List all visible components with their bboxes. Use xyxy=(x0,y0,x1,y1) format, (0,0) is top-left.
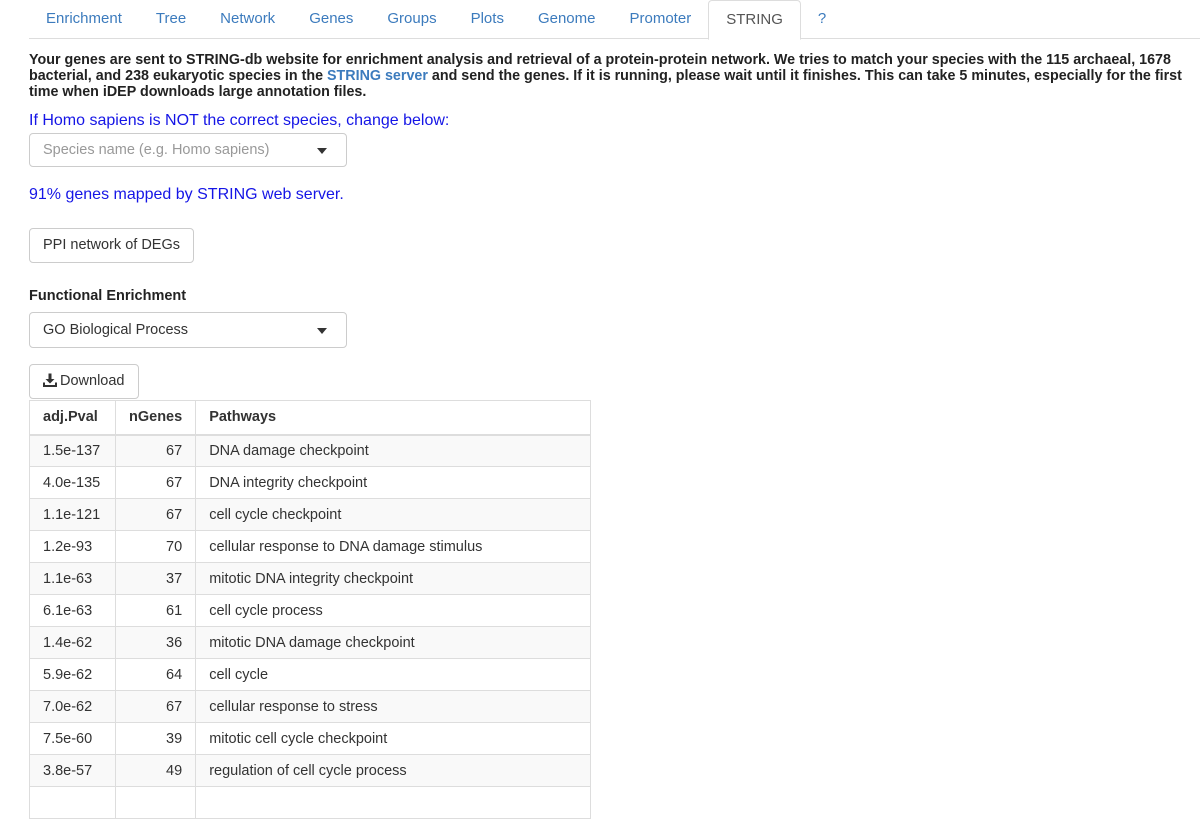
table-row xyxy=(30,435,591,467)
pathway-cell: cellular response to DNA damage stimulus xyxy=(196,531,591,563)
pathway-cell: regulation of cell cycle process xyxy=(196,755,591,787)
ngenes-cell: 39 xyxy=(116,723,196,755)
column-header[interactable]: adj.Pval xyxy=(30,401,116,435)
tab-bar xyxy=(29,0,1200,39)
ngenes-cell: 67 xyxy=(116,691,196,723)
ngenes-cell: 61 xyxy=(116,595,196,627)
download-label: Download xyxy=(60,373,125,389)
pathway-cell: cellular response to stress xyxy=(196,691,591,723)
ngenes-cell: 67 xyxy=(116,435,196,467)
ngenes-cell: 67 xyxy=(116,467,196,499)
pval-cell: 1.1e-63 xyxy=(30,563,116,595)
table-row xyxy=(30,787,591,819)
table-row xyxy=(30,691,591,723)
intro-text-part2: and send the genes. If it is running, please wait until it finishes. This can take 5 minutes, especially for the first time when iDEP downloads large annotation files. xyxy=(29,68,1182,100)
pathway-cell: mitotic DNA integrity checkpoint xyxy=(196,563,591,595)
pval-cell: 7.5e-60 xyxy=(30,723,116,755)
column-header[interactable]: nGenes xyxy=(116,401,196,435)
functional-enrichment-title: Functional Enrichment xyxy=(29,288,187,304)
enrichment-select-value: GO Biological Process xyxy=(43,322,189,338)
string-server-link[interactable]: STRING server xyxy=(327,68,428,84)
pathway-cell: mitotic cell cycle checkpoint xyxy=(196,723,591,755)
ngenes-cell: 36 xyxy=(116,627,196,659)
intro-text xyxy=(29,52,1194,100)
pathway-cell: cell cycle xyxy=(196,659,591,691)
table-row xyxy=(30,659,591,691)
table-row xyxy=(30,531,591,563)
table-body xyxy=(30,435,591,819)
chevron-down-icon xyxy=(317,148,327,154)
tab-genes[interactable]: Genes xyxy=(309,10,354,27)
download-icon xyxy=(43,367,57,400)
download-button[interactable] xyxy=(29,364,139,399)
mapped-note: 91% genes mapped by STRING web server. xyxy=(29,186,344,203)
table-row xyxy=(30,499,591,531)
pval-cell: 6.1e-63 xyxy=(30,595,116,627)
ngenes-cell: 64 xyxy=(116,659,196,691)
ngenes-cell: 70 xyxy=(116,531,196,563)
tab-string[interactable]: STRING xyxy=(708,0,801,40)
tab-help[interactable]: ? xyxy=(817,10,827,27)
species-select-placeholder: Species name (e.g. Homo sapiens) xyxy=(43,142,270,158)
species-select[interactable] xyxy=(29,133,347,167)
ppi-network-button[interactable]: PPI network of DEGs xyxy=(29,228,194,263)
table-row xyxy=(30,755,591,787)
tab-enrichment[interactable]: Enrichment xyxy=(46,10,122,27)
pval-cell: 5.9e-62 xyxy=(30,659,116,691)
table-row xyxy=(30,595,591,627)
pval-cell xyxy=(30,787,116,819)
ngenes-cell: 67 xyxy=(116,499,196,531)
pval-cell: 4.0e-135 xyxy=(30,467,116,499)
tab-plots[interactable]: Plots xyxy=(470,10,504,27)
table-row xyxy=(30,627,591,659)
enrichment-select[interactable] xyxy=(29,312,347,348)
tab-genome[interactable]: Genome xyxy=(537,10,596,27)
table-row xyxy=(30,467,591,499)
table-row xyxy=(30,563,591,595)
enrichment-table xyxy=(29,400,591,819)
ngenes-cell: 37 xyxy=(116,563,196,595)
tab-network[interactable]: Network xyxy=(220,10,276,27)
tab-groups[interactable]: Groups xyxy=(387,10,437,27)
tab-tree[interactable]: Tree xyxy=(155,10,187,27)
pval-cell: 1.2e-93 xyxy=(30,531,116,563)
intro-text-part1: Your genes are sent to STRING-db website for enrichment analysis and retrieval of a protein-protein network. We tries to match your species with the 115 archaeal, 1678 bacterial, and 238 eukaryotic species in the xyxy=(29,52,1171,84)
pathway-cell xyxy=(196,787,591,819)
pval-cell: 7.0e-62 xyxy=(30,691,116,723)
pathway-cell: DNA integrity checkpoint xyxy=(196,467,591,499)
column-header[interactable]: Pathways xyxy=(196,401,591,435)
pval-cell: 3.8e-57 xyxy=(30,755,116,787)
species-note: If Homo sapiens is NOT the correct species, change below: xyxy=(29,112,450,129)
pathway-cell: DNA damage checkpoint xyxy=(196,435,591,467)
table-header-row xyxy=(30,401,591,435)
pathway-cell: cell cycle process xyxy=(196,595,591,627)
pval-cell: 1.5e-137 xyxy=(30,435,116,467)
ngenes-cell: 49 xyxy=(116,755,196,787)
chevron-down-icon xyxy=(317,328,327,334)
tab-promoter[interactable]: Promoter xyxy=(629,10,692,27)
pathway-cell: mitotic DNA damage checkpoint xyxy=(196,627,591,659)
pathway-cell: cell cycle checkpoint xyxy=(196,499,591,531)
pval-cell: 1.1e-121 xyxy=(30,499,116,531)
table-row xyxy=(30,723,591,755)
pval-cell: 1.4e-62 xyxy=(30,627,116,659)
ngenes-cell xyxy=(116,787,196,819)
